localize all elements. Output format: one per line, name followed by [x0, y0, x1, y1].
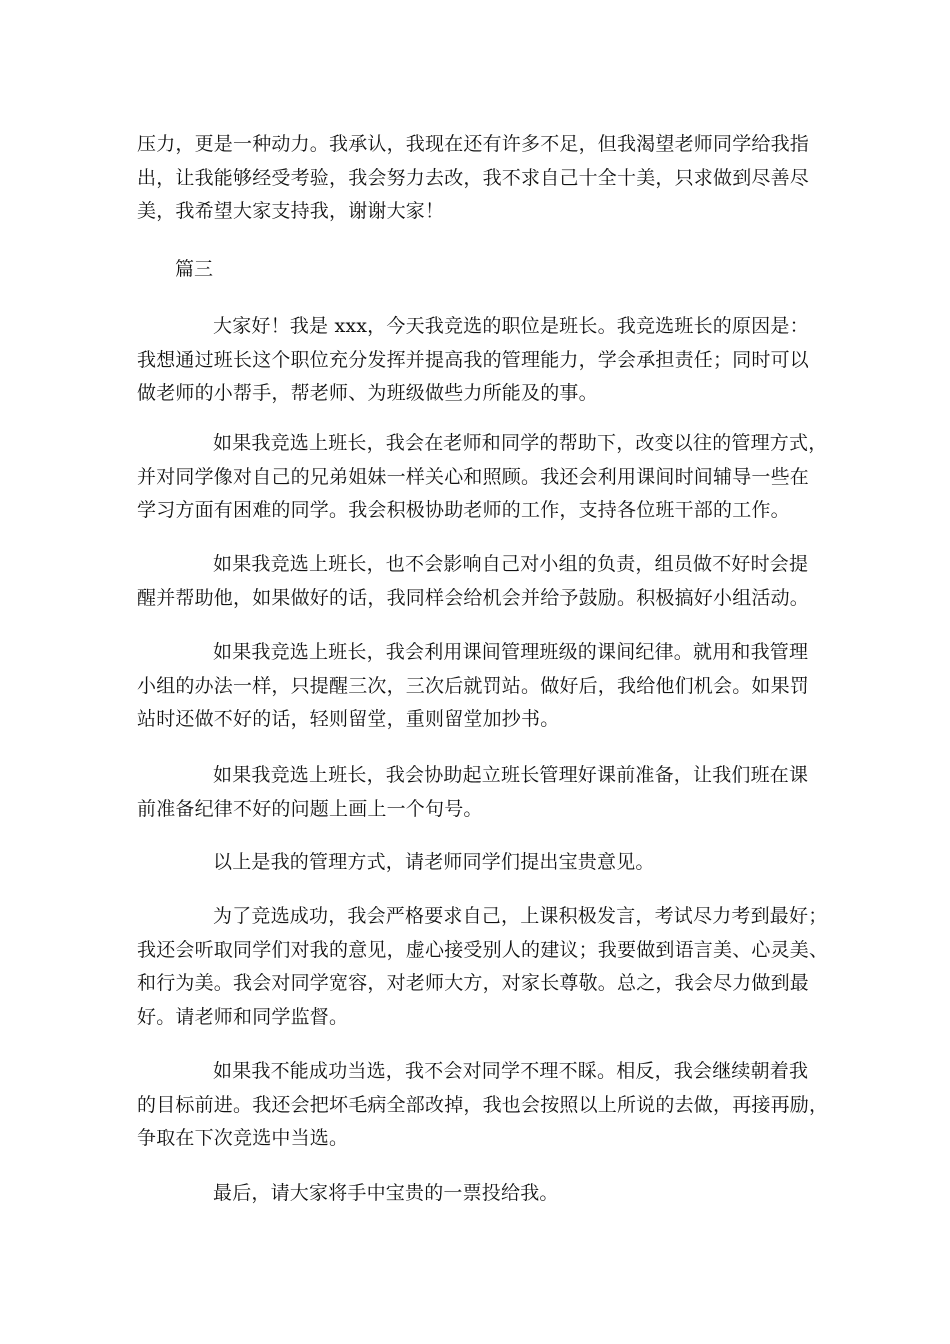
paragraph: [137, 548, 817, 615]
text-line: 出，让我能够经受考验，我会努力去改，我不求自己十全十美，只求做到尽善尽: [137, 166, 810, 189]
paragraph: [137, 1055, 829, 1156]
text-line: 如果我竞选上班长，我会在老师和同学的帮助下，改变以往的管理方式，: [213, 432, 828, 454]
paragraph: [137, 846, 817, 880]
text-line: 如果我竞选上班长，也不会影响自己对小组的负责，组员做不好时会提: [213, 553, 809, 575]
text-line: 做老师的小帮手，帮老师、为班级做些力所能及的事。: [137, 382, 598, 404]
text-line: 美，我希望大家支持我，谢谢大家！: [137, 200, 445, 222]
text-line: 大家好！我是 xxx，今天我竞选的职位是班长。我竞选班长的原因是：: [213, 315, 809, 337]
text-line: 压力，更是一种动力。我承认，我现在还有许多不足，但我渴望老师同学给我指: [137, 133, 810, 155]
paragraph: [137, 900, 829, 1034]
text-line: 如果我竞选上班长，我会利用课间管理班级的课间纪律。就用和我管理: [213, 641, 809, 663]
paragraph: [137, 759, 817, 826]
text-line: 并对同学像对自己的兄弟姐妹一样关心和照顾。我还会利用课间时间辅导一些在: [137, 465, 810, 488]
text-line: 以上是我的管理方式，请老师同学们提出宝贵意见。: [213, 851, 655, 873]
paragraph: [137, 310, 817, 411]
paragraph: [137, 1177, 817, 1211]
text-line: 和行为美。我会对同学宽容，对老师大方，对家长尊敬。总之，我会尽力做到最: [137, 972, 810, 994]
text-line: 好。请老师和同学监督。: [137, 1005, 349, 1028]
text-line: 最后，请大家将手中宝贵的一票投给我。: [213, 1182, 559, 1204]
intro-paragraph: [137, 128, 817, 229]
text-line: 如果我竞选上班长，我会协助起立班长管理好课前准备，让我们班在课: [213, 764, 809, 786]
text-line: 我还会听取同学们对我的意见，虚心接受别人的建议；我要做到语言美、心灵美、: [137, 938, 829, 961]
paragraph: [137, 636, 817, 737]
text-line: 的目标前进。我还会把坏毛病全部改掉，我也会按照以上所说的去做，再接再励，: [137, 1093, 829, 1116]
text-line: 学习方面有困难的同学。我会积极协助老师的工作，支持各位班干部的工作。: [137, 499, 790, 521]
text-line: 前准备纪律不好的问题上画上一个句号。: [137, 797, 483, 820]
text-line: 如果我不能成功当选，我不会对同学不理不睬。相反，我会继续朝着我: [213, 1060, 809, 1082]
text-line: 站时还做不好的话，轻则留堂，重则留堂加抄书。: [137, 708, 560, 730]
text-line: 小组的办法一样，只提醒三次，三次后就罚站。做好后，我给他们机会。如果罚: [137, 674, 810, 697]
text-line: 醒并帮助他，如果做好的话，我同样会给机会并给予鼓励。积极搞好小组活动。: [137, 586, 810, 609]
section-heading: 篇三: [175, 258, 214, 280]
text-line: 为了竞选成功，我会严格要求自己，上课积极发言，考试尽力考到最好；: [213, 905, 828, 927]
paragraph: [137, 427, 828, 528]
text-line: 争取在下次竞选中当选。: [137, 1127, 349, 1149]
text-line: 我想通过班长这个职位充分发挥并提高我的管理能力，学会承担责任；同时可以: [137, 348, 810, 371]
